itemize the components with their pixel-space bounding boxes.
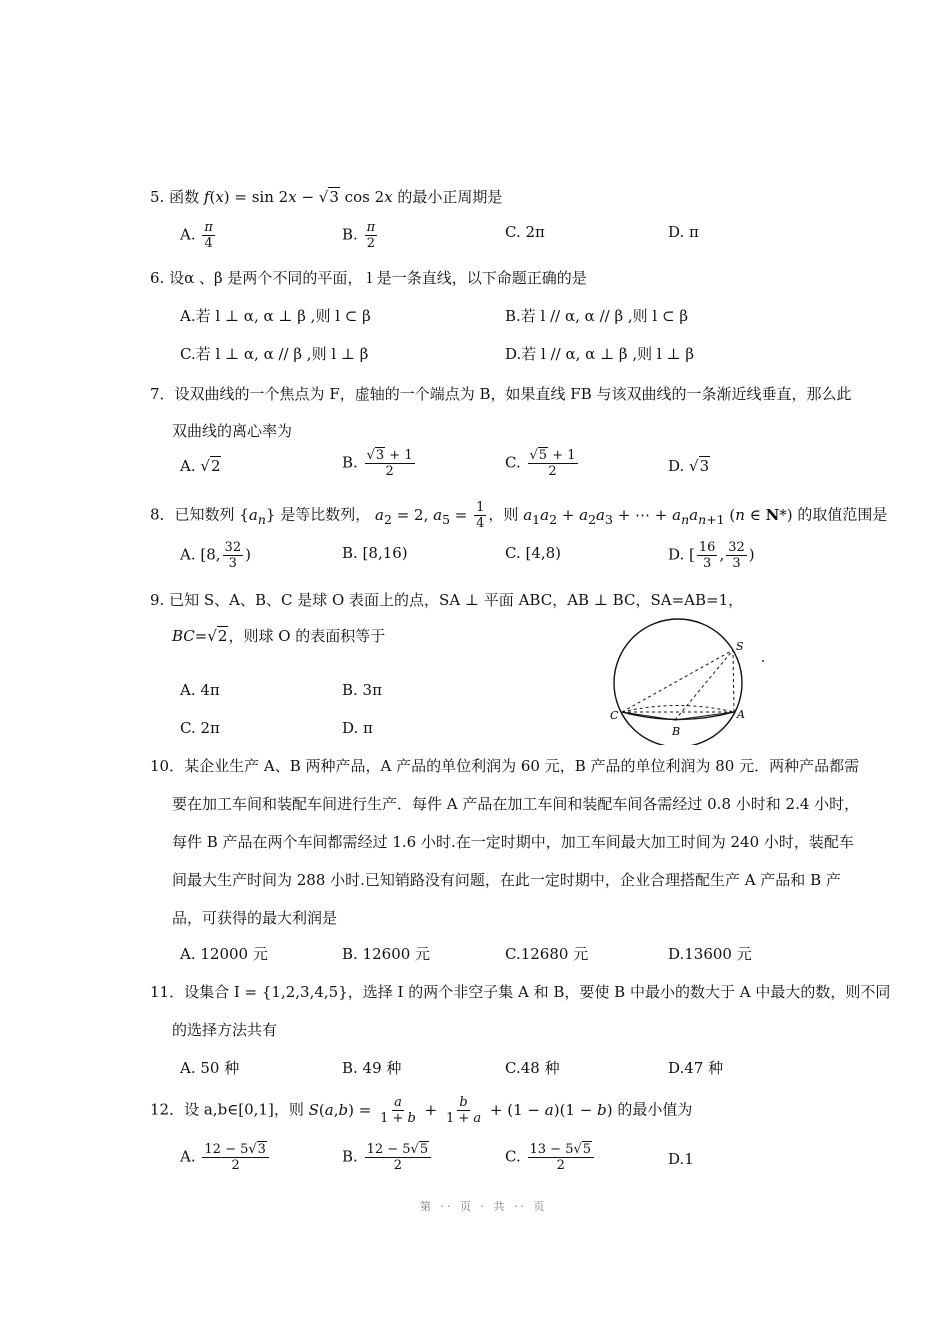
segment-sc	[622, 650, 733, 712]
segment-cb	[622, 712, 675, 720]
q10-line2: 要在加工车间和装配车间进行生产．每件 A 产品在加工车间和装配车间各需经过 0.8 小时和 2.4 小时，	[172, 795, 860, 813]
q6-option-d: D.若 l // α, α ⊥ β ,则 l ⊥ β	[505, 345, 694, 363]
label-c: C	[610, 709, 619, 722]
q5-stem: 5. 函数 f(x) = sin 2x − √3 cos 2x 的最小正周期是	[150, 188, 503, 206]
q5-formula: f(x) = sin 2x − √3 cos 2x	[203, 188, 393, 206]
q11-option-d: D.47 种	[668, 1059, 724, 1077]
q7-stem-line2: 双曲线的离心率为	[172, 422, 293, 440]
q9-stem-line2: BC=√2，则球 O 的表面积等于	[172, 627, 386, 645]
q8-given: $a_2 = 2$, $a_5$ = $\frac{1}{4}$	[375, 500, 485, 531]
q12-stem: 12．设 a,b∈[0,1]，则 S(a,b) = $\frac{a}{1 + b}$ + $\frac{b}{1 + a}$ + (1 − a)(1 − b) 的最小值为	[150, 1095, 693, 1126]
sphere-figure	[600, 615, 780, 745]
q5-option-c: C. 2π	[505, 223, 545, 241]
segment-sa	[733, 650, 734, 712]
q8-option-b: B. [8,16)	[342, 544, 408, 562]
segment-ba	[675, 712, 734, 720]
q5-option-b: B. $\frac{\pi}{2}$	[342, 220, 376, 251]
q10-option-a: A. 12000 元	[180, 945, 268, 963]
q12-option-d: D.1	[668, 1150, 694, 1168]
speck	[762, 660, 764, 662]
q10-line3: 每件 B 产品在两个车间都需经过 1.6 小时.在一定时期中，加工车间最大加工时间为 240 小时，装配车	[172, 833, 854, 851]
q7-option-d: D. √3	[668, 457, 710, 475]
q10-line1: 10．某企业生产 A、B 两种产品，A 产品的单位利润为 60 元，B 产品的单位利润为 80 元．两种产品都需	[150, 757, 860, 775]
label-a: A	[737, 708, 745, 721]
q8-seq: $\{a_n\}$	[239, 505, 276, 527]
q7-option-a: A. √2	[180, 457, 221, 475]
q10-option-b: B. 12600 元	[342, 945, 431, 963]
q11-line2: 的选择方法共有	[172, 1021, 278, 1039]
q6-option-a: A.若 l ⊥ α, α ⊥ β ,则 l ⊂ β	[180, 307, 371, 325]
page-footer: 第 ·· 页 · 共 ·· 页	[420, 1200, 548, 1213]
q9-option-c: C. 2π	[180, 719, 220, 737]
q9-option-b: B. 3π	[342, 681, 382, 699]
q12-option-b: B. $\frac{12 - 5√5}{2}$	[342, 1142, 433, 1173]
q9-stem-line1: 9. 已知 S、A、B、C 是球 O 表面上的点，SA ⊥ 平面 ABC，AB ⊥ BC，SA=AB=1，	[150, 591, 744, 609]
q6-stem: 6. 设α 、β 是两个不同的平面， l 是一条直线，以下命题正确的是	[150, 269, 587, 287]
q7-option-b: B. $\frac{√3 + 1}{2}$	[342, 448, 413, 479]
q8-option-c: C. [4,8)	[505, 544, 562, 562]
q12-option-a: A. $\frac{12 - 5√3}{2}$	[180, 1142, 271, 1173]
q10-option-d: D.13600 元	[668, 945, 752, 963]
q8-option-a: A. [8, $\frac{32}{3}$ )	[180, 540, 251, 571]
q5-option-d: D. π	[668, 223, 699, 241]
q8-option-d: D. [ $\frac{16}{3}$ , $\frac{32}{3}$ )	[668, 540, 755, 571]
q5-option-a: A. $\frac{\pi}{4}$	[180, 220, 213, 251]
equator-front	[622, 712, 734, 720]
q7-option-c: C. $\frac{√5 + 1}{2}$	[505, 448, 576, 479]
q11-option-a: A. 50 种	[180, 1059, 240, 1077]
q10-option-c: C.12680 元	[505, 945, 589, 963]
q6-option-b: B.若 l // α, α // β ,则 l ⊂ β	[505, 307, 688, 325]
q10-line4: 间最大生产时间为 288 小时.已知销路没有问题，在此一定时期中，企业合理搭配生产 A 产品和 B 产	[172, 871, 841, 889]
q7-stem-line1: 7．设双曲线的一个焦点为 F，虚轴的一个端点为 B，如果直线 FB 与该双曲线的一条渐近线垂直，那么此	[150, 385, 852, 403]
q11-option-c: C.48 种	[505, 1059, 560, 1077]
q10-line5: 品，可获得的最大利润是	[172, 909, 338, 927]
q9-option-d: D. π	[342, 719, 373, 737]
label-s: S	[736, 640, 744, 653]
q8-stem: 8．已知数列 $\{a_n\}$ 是等比数列， $a_2 = 2$, $a_5$ = $\frac{1}{4}$ ，则 $a_1a_2 + a_2a_3$ + ⋯ + $a_na_{n+1}$ (n ∈ N*) 的取值范围是	[150, 500, 888, 531]
label-b: B	[672, 725, 681, 738]
equator-back	[622, 706, 734, 713]
q12-formula: S(a,b) = $\frac{a}{1 + b}$ + $\frac{b}{1 + a}$ + (1 − a)(1 − b)	[308, 1095, 613, 1126]
q9-option-a: A. 4π	[180, 681, 220, 699]
q11-line1: 11．设集合 I = {1,2,3,4,5}，选择 I 的两个非空子集 A 和 B，要使 B 中最小的数大于 A 中最大的数，则不同	[150, 983, 891, 1001]
q12-option-c: C. $\frac{13 - 5√5}{2}$	[505, 1142, 596, 1173]
q6-option-c: C.若 l ⊥ α, α // β ,则 l ⊥ β	[180, 345, 369, 363]
q8-sum: $a_1a_2 + a_2a_3$ + ⋯ + $a_na_{n+1}$ (n ∈ N*)	[523, 505, 793, 527]
q11-option-b: B. 49 种	[342, 1059, 402, 1077]
